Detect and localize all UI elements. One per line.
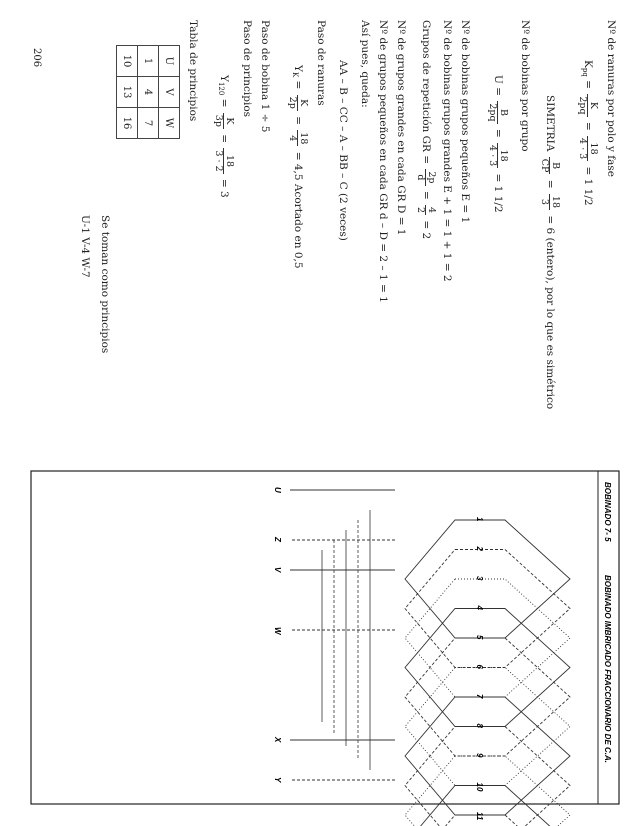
slot-label-group [475,517,484,826]
line-se-toman: Se toman como principios [99,215,111,354]
formula-yk: YK = K 2p = 18 4 = 4,5 Acortado en 0,5 [287,65,309,269]
slot-label: 1 [475,517,484,522]
slot-label: 3 [475,576,484,581]
slot-label: 5 [475,635,484,640]
terminal-label: V [273,567,282,573]
line-bobinas-grupo: Nº de bobinas por grupo [519,20,531,152]
tabla-cell: 13 [117,77,138,108]
terminal-label: W [273,627,282,635]
diagram-title: BOBINADO 7- 5 [603,482,612,542]
coil [405,786,570,826]
terminal-label: Y [273,777,282,783]
line-asi-pues: Así pues, queda: [359,20,371,108]
slot-label: 8 [475,723,484,728]
tabla-principios [116,45,180,139]
terminal-label: Z [273,537,282,542]
line-principios: U-1 V-4 W-7 [79,215,91,278]
terminal-label-group [273,487,395,783]
terminal-label: U [273,487,282,493]
slot-label: 7 [475,694,484,699]
formula-kpq: Kpq = K 2pq = 18 4 · 3 = 1 1/2 [577,60,599,206]
line-paso-ranuras: Paso de ranuras [315,20,327,106]
terminal-label: X [273,737,282,743]
formula-simetria: SIMETRIA B CP = 18 3 = 6 (entero), por lo que es simétrico [539,95,561,410]
tabla-header-w: W [159,108,180,139]
page-number: 206 [31,48,42,68]
formula-u: U = B 2pq = 18 4 · 3 = 1 1/2 [487,75,509,213]
formula-gr: Grupos de repetición GR = 2p d = 4 2 = 2 [415,20,437,240]
line-ranuras: Nº de ranuras por polo y fase [605,20,617,178]
line-paso-bobina: Paso de bobina 1 ÷ 5 [259,20,271,133]
line-secuencia: AA – B – CC – A – BB – C (2 veces) [337,60,349,241]
tabla-header-u: U [159,46,180,77]
line-grupos-grandes: Nº de bobinas grupos grandes E + 1 = 1 + 1 = 2 [441,20,453,282]
slot-label: 6 [475,664,484,669]
diagram-subtitle: BOBINADO IMBRICADO FRACCIONARIO DE C.A. [603,575,612,763]
tabla-cell: 4 [138,77,159,108]
line-gr-grandes: Nº de grupos grandes en cada GR D = 1 [395,20,407,236]
winding-diagram [30,470,620,821]
line-grupos-pequenos: Nº de bobinas grupos pequeños E = 1 [459,20,471,224]
slot-label: 11 [475,812,484,821]
coil [405,815,570,826]
coil-group [405,520,570,826]
tabla-cell: 1 [138,46,159,77]
slot-label: 2 [475,546,484,551]
slot-label: 4 [475,605,484,610]
formula-y120: Y120 = K 3p = 18 3 · 2 = 3 [213,75,235,198]
diagram-frame [31,471,619,804]
line-gr-pequenos: Nº de grupos pequeños en cada GR d – D = 2 – 1 = 1 [377,20,389,303]
slot-label: 9 [475,753,484,758]
line-tabla-principios: Tabla de principios [187,20,199,122]
coil [405,727,570,826]
tabla-cell: 16 [117,108,138,139]
line-paso-principios: Paso de principios [241,20,253,118]
tabla-cell: 10 [117,46,138,77]
tabla-cell: 7 [138,108,159,139]
slot-label: 10 [475,782,484,792]
tabla-header-v: V [159,77,180,108]
